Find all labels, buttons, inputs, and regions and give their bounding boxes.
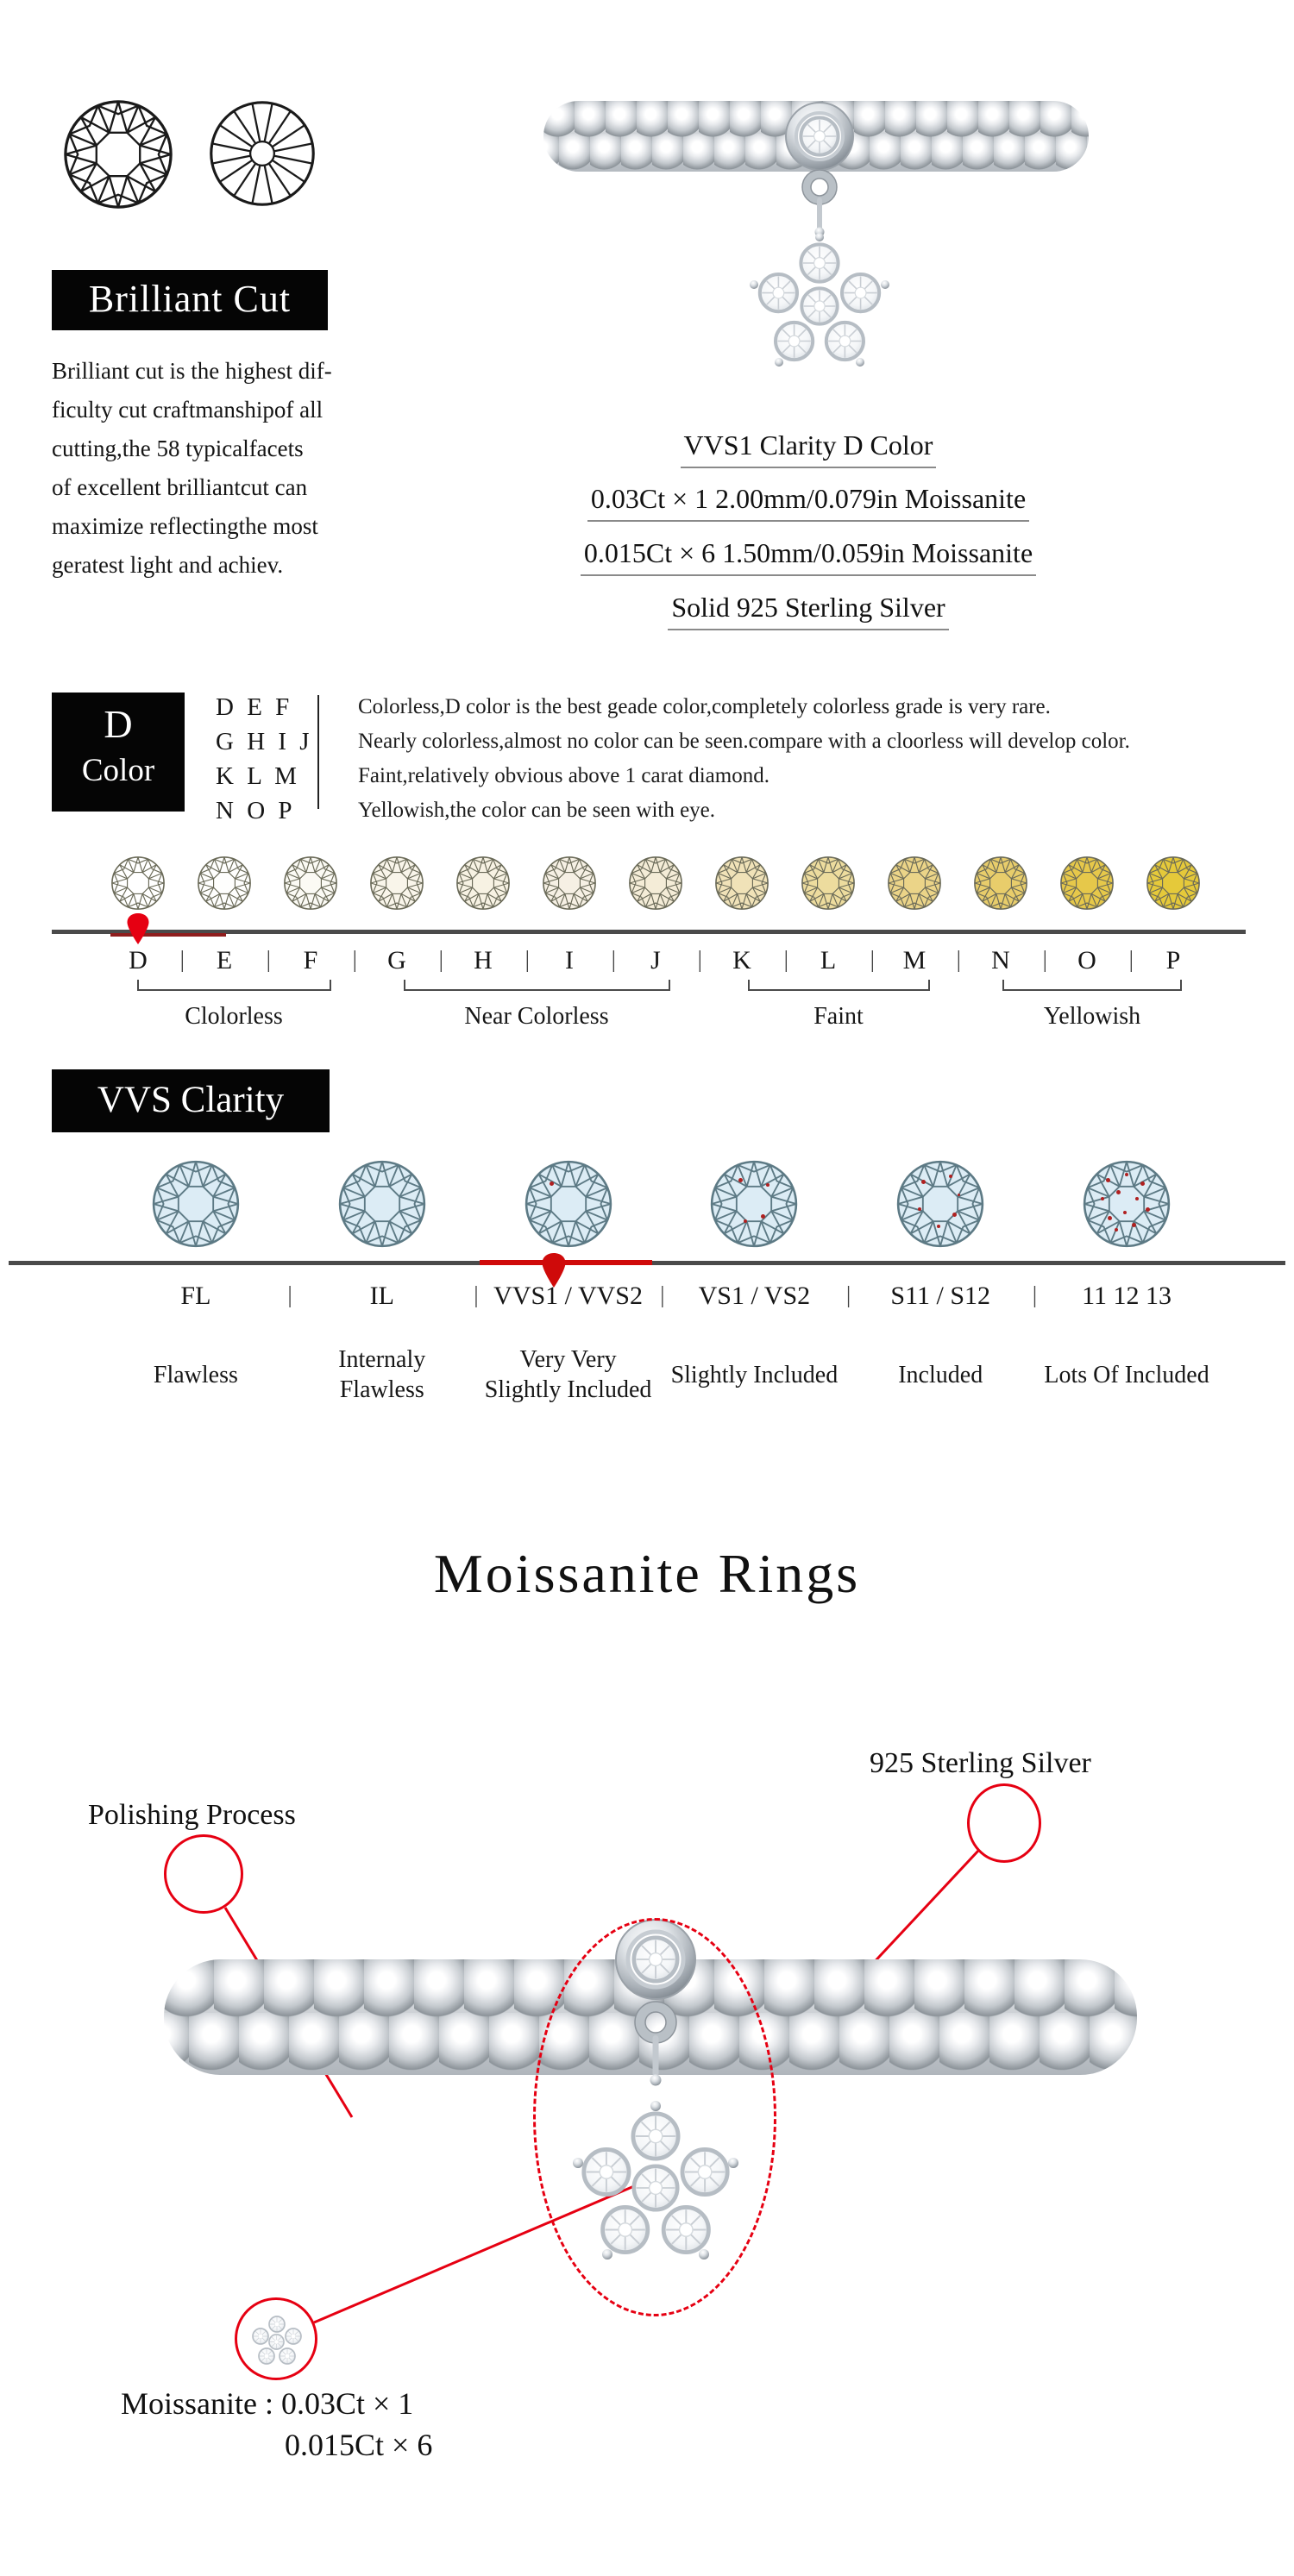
clarity-description: Lots Of Included [1044, 1361, 1209, 1388]
color-scale-line [52, 930, 1246, 934]
spec-line: 0.015Ct × 6 1.50mm/0.059in Moissanite [403, 537, 1214, 576]
d-color-heading-bottom: Color [81, 753, 155, 788]
spec-line: VVS1 Clarity D Color [403, 429, 1214, 468]
color-group-label: Yellowish [1043, 1003, 1141, 1030]
group-bracket [137, 980, 331, 991]
paragraph-line: Brilliant cut is the highest dif- [52, 358, 332, 384]
clarity-swatch-diamond-icon [337, 1159, 427, 1249]
cut-diagrams [47, 85, 332, 227]
clarity-scale-swatches [103, 1159, 1220, 1254]
color-swatch-diamond-icon [973, 856, 1028, 911]
color-grade-row: K L M Faint,relatively obvious above 1 carat diamond. [216, 762, 769, 790]
clarity-description: Included [898, 1361, 983, 1388]
crown-view-diagram-icon [66, 102, 171, 207]
stone-note-line1: Moissanite : 0.03Ct × 1 [121, 2386, 414, 2421]
color-grade-row: D E F Colorless,D color is the best geade color,completely colorless grade is very rare. [216, 693, 1051, 721]
color-swatch-diamond-icon [283, 856, 338, 911]
spec-line: Solid 925 Sterling Silver [403, 592, 1214, 630]
paragraph-line: ficulty cut craftmanshipof all [52, 397, 324, 423]
clarity-swatch-diamond-icon [524, 1159, 613, 1249]
vvs-clarity-heading: VVS Clarity [52, 1069, 330, 1132]
color-letter: H | [440, 946, 526, 975]
clarity-grade: S11 / S12 | [847, 1282, 1033, 1311]
charm-bail [802, 170, 837, 237]
color-letter: K | [699, 946, 785, 975]
color-swatch-diamond-icon [110, 856, 166, 911]
paragraph-line: cutting,the 58 typicalfacets [52, 436, 304, 461]
color-swatch-diamond-icon [887, 856, 942, 911]
color-group-label: Clolorless [185, 1003, 283, 1030]
color-group-label: Near Colorless [464, 1003, 609, 1030]
group-bracket [748, 980, 930, 991]
color-letter: M | [871, 946, 958, 975]
color-letter: F | [267, 946, 354, 975]
clarity-swatch-diamond-icon [151, 1159, 241, 1249]
color-grade-row: N O P Yellowish,the color can be seen with eye. [216, 797, 716, 824]
color-scale-letters [95, 946, 1216, 975]
clarity-swatch-diamond-icon [709, 1159, 799, 1249]
rings-section-title: Moissanite Rings [433, 1543, 861, 1604]
grade-table-divider [317, 695, 319, 809]
group-bracket [404, 980, 670, 991]
color-letter: N | [958, 946, 1044, 975]
color-swatch-diamond-icon [628, 856, 683, 911]
callout-polishing-process: Polishing Process [88, 1799, 296, 1831]
color-letter: E | [181, 946, 267, 975]
brilliant-cut-heading: Brilliant Cut [52, 270, 328, 330]
bezel-stone [786, 103, 853, 170]
clarity-description: Very Very Slightly Included [484, 1346, 652, 1403]
clarity-grade: FL | [103, 1282, 289, 1311]
color-swatch-diamond-icon [197, 856, 252, 911]
callout-sterling-silver: 925 Sterling Silver [870, 1747, 1091, 1779]
color-letter: G | [354, 946, 440, 975]
color-group-label: Faint [813, 1003, 864, 1030]
star-charm [750, 233, 889, 367]
color-scale-swatches [95, 854, 1216, 912]
charm-highlight-dashed-ellipse [533, 1918, 776, 2316]
clarity-grade: VVS1 / VVS2 | [475, 1282, 662, 1311]
color-swatch-diamond-icon [801, 856, 856, 911]
paragraph-line: of excellent brilliantcut can [52, 474, 308, 500]
color-swatch-diamond-icon [455, 856, 511, 911]
clarity-grade: IL | [289, 1282, 475, 1311]
color-selected-marker-pin-icon [126, 912, 150, 945]
clarity-description: Slightly Included [670, 1361, 839, 1388]
ring-bezel-and-star-charm [725, 91, 914, 384]
color-swatch-diamond-icon [369, 856, 424, 911]
color-letter: O | [1044, 946, 1130, 975]
silver-highlight-circle [967, 1783, 1041, 1863]
pavilion-view-diagram-icon [211, 103, 313, 204]
color-grade-row: G H I J Nearly colorless,almost no color can be seen.compare with a cloorless will develop color. [216, 728, 1130, 755]
d-color-heading-box [52, 693, 185, 812]
clarity-swatch-diamond-icon [895, 1159, 985, 1249]
color-letter: L | [785, 946, 871, 975]
polishing-highlight-circle [164, 1834, 243, 1914]
paragraph-line: maximize reflectingthe most [52, 513, 318, 539]
color-letter: I | [526, 946, 612, 975]
paragraph-line: geratest light and achiev. [52, 552, 284, 578]
color-letter: D | [95, 946, 181, 975]
spec-line: 0.03Ct × 1 2.00mm/0.079in Moissanite [403, 483, 1214, 522]
clarity-grade: VS1 / VS2 | [661, 1282, 847, 1311]
clarity-descriptions [103, 1338, 1220, 1411]
clarity-scale-grades [103, 1282, 1220, 1311]
color-swatch-diamond-icon [1146, 856, 1201, 911]
clarity-description: Flawless [153, 1361, 238, 1388]
clarity-swatch-diamond-icon [1082, 1159, 1172, 1249]
group-bracket [1002, 980, 1182, 991]
color-swatch-diamond-icon [714, 856, 769, 911]
d-color-heading-top: D [104, 702, 133, 746]
stone-note-line2: 0.015Ct × 6 [285, 2428, 433, 2462]
clarity-grade: 11 12 13 [1082, 1282, 1172, 1310]
color-letter: P [1165, 946, 1181, 975]
mini-star-charm-icon [237, 2300, 315, 2378]
clarity-description: Internaly Flawless [338, 1346, 426, 1403]
color-swatch-diamond-icon [1059, 856, 1115, 911]
moissanite-highlight-circle [235, 2297, 317, 2380]
color-letter: J | [612, 946, 699, 975]
color-swatch-diamond-icon [542, 856, 597, 911]
brilliant-cut-paragraph [52, 352, 397, 585]
